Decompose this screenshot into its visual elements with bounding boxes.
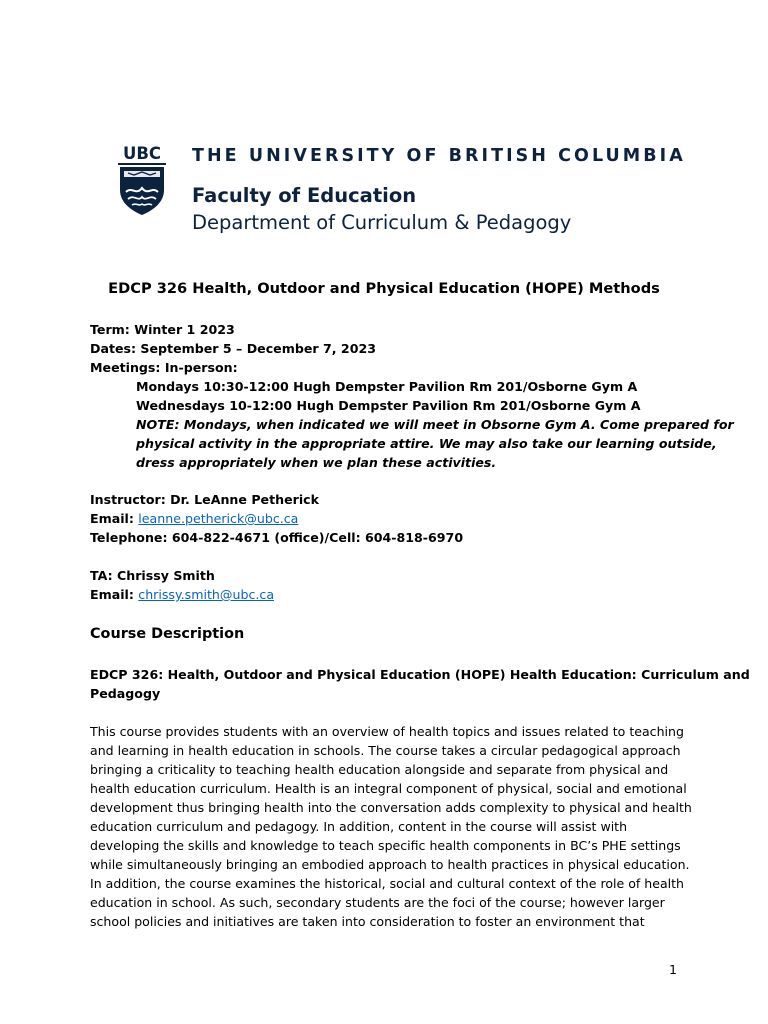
page-number: 1	[669, 962, 678, 977]
ubc-crest-icon	[116, 142, 168, 216]
body-line: development thus bringing health into the conversation adds complexity to physical and health	[90, 800, 692, 815]
ta-email-label: Email:	[90, 587, 139, 602]
meeting-wednesday: Wednesdays 10-12:00 Hugh Dempster Pavilion Rm 201/Osborne Gym A	[136, 398, 641, 413]
ubc-logo-header	[116, 142, 686, 242]
body-line: This course provides students with an overview of health topics and issues related to teaching	[90, 724, 684, 739]
university-name: THE UNIVERSITY OF BRITISH COLUMBIA	[192, 146, 686, 166]
department-name: Department of Curriculum & Pedagogy	[192, 211, 572, 234]
instructor-email-row	[90, 509, 298, 528]
meeting-monday: Mondays 10:30-12:00 Hugh Dempster Pavilion Rm 201/Osborne Gym A	[136, 379, 638, 394]
body-line: health education curriculum. Health is an integral component of physical, social and emotional	[90, 781, 687, 796]
body-line: and learning in health education in schools. The course takes a circular pedagogical approach	[90, 743, 681, 758]
instructor-email-label: Email:	[90, 511, 139, 526]
ta-name: TA: Chrissy Smith	[90, 568, 215, 583]
faculty-name: Faculty of Education	[192, 184, 417, 207]
instructor-email-link[interactable]: leanne.petherick@ubc.ca	[138, 511, 299, 526]
term: Term: Winter 1 2023	[90, 322, 235, 337]
ubc-wordmark-text: UBC	[122, 144, 162, 163]
instructor-name: Instructor: Dr. LeAnne Petherick	[90, 492, 319, 507]
ta-email-row	[90, 585, 274, 604]
course-subtitle-line: EDCP 326: Health, Outdoor and Physical Education (HOPE) Health Education: Curriculum and	[90, 667, 750, 682]
course-description-heading: Course Description	[90, 626, 245, 642]
ta-email-link[interactable]: chrissy.smith@ubc.ca	[138, 587, 275, 602]
body-line: education curriculum and pedagogy. In addition, content in the course will assist with	[90, 819, 628, 834]
meeting-note-line: physical activity in the appropriate attire. We may also take our learning outside,	[136, 436, 717, 451]
course-subtitle-line: Pedagogy	[90, 686, 161, 701]
dates: Dates: September 5 – December 7, 2023	[90, 341, 376, 356]
body-line: bringing a criticality to teaching health education alongside and separate from physical and	[90, 762, 669, 777]
body-line: In addition, the course examines the historical, social and cultural context of the role of health	[90, 876, 684, 891]
body-line: school policies and initiatives are taken into consideration to foster an environment that	[90, 914, 645, 929]
meeting-note-line: dress appropriately when we plan these activities.	[136, 455, 497, 470]
meetings: Meetings: In-person:	[90, 360, 238, 375]
body-line: while simultaneously bringing an embodied approach to health practices in physical education.	[90, 857, 690, 872]
body-line: developing the skills and knowledge to teach specific health components in BC’s PHE settings	[90, 838, 681, 853]
course-description-body	[90, 722, 692, 931]
body-line: education in school. As such, secondary students are the foci of the course; however larger	[90, 895, 665, 910]
instructor-telephone: Telephone: 604-822-4671 (office)/Cell: 604-818-6970	[90, 530, 464, 545]
meeting-note-line: NOTE: Mondays, when indicated we will meet in Obsorne Gym A. Come prepared for	[136, 417, 734, 432]
course-title: EDCP 326 Health, Outdoor and Physical Education (HOPE) Methods	[108, 280, 660, 297]
